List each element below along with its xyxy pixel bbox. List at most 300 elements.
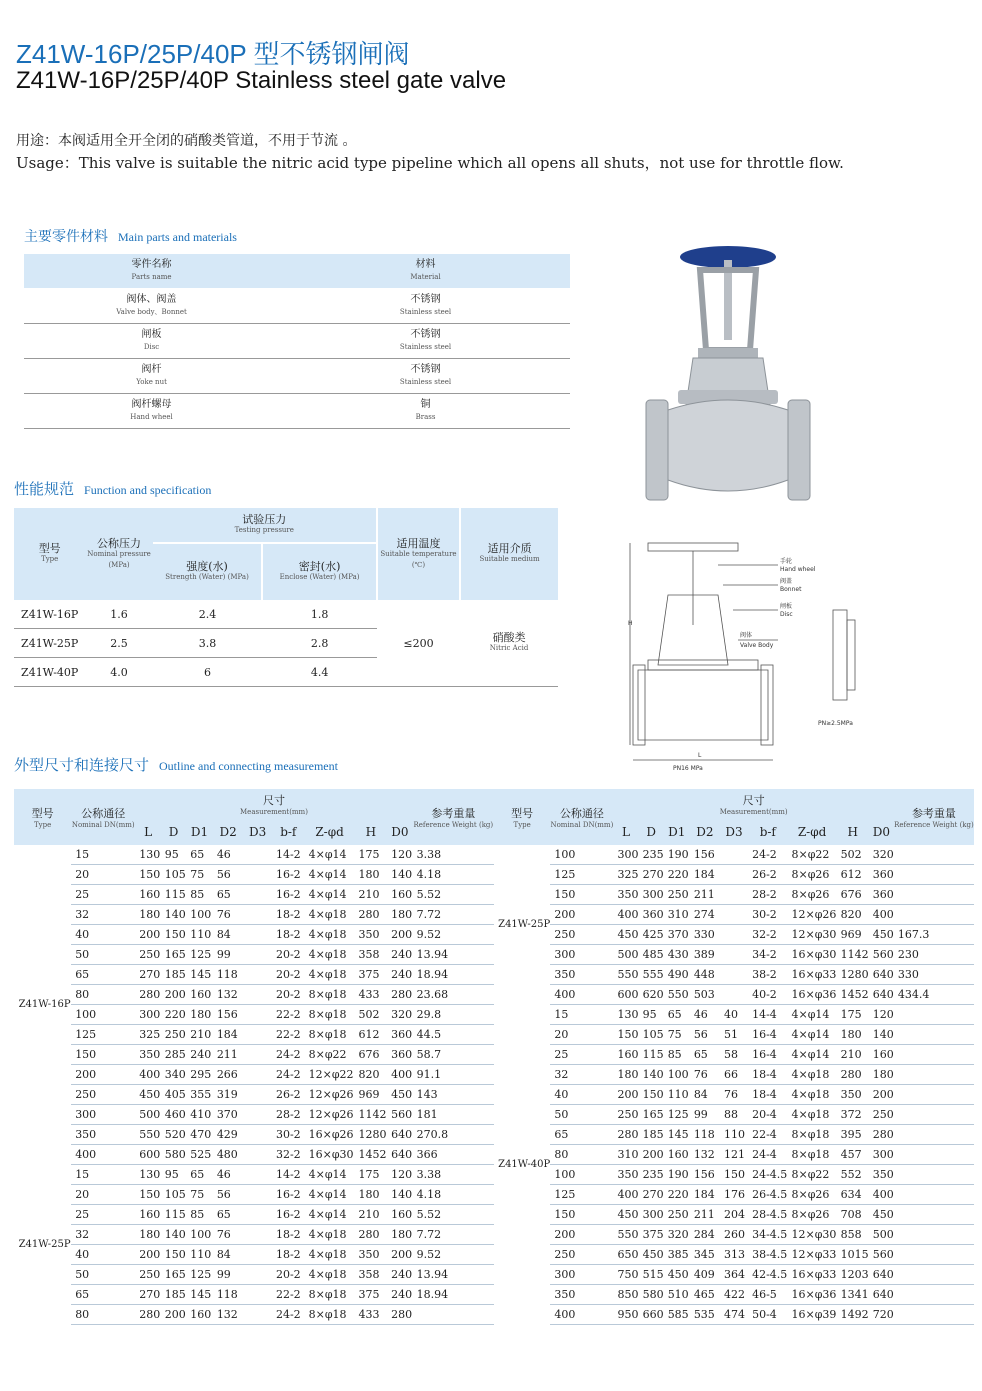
dims-cell: 280 — [869, 1125, 894, 1145]
part-en: Yoke nut — [136, 378, 167, 386]
dims-cell: 65 — [664, 1005, 690, 1025]
dims-cell: 160 — [186, 985, 213, 1005]
table-row — [14, 1225, 494, 1245]
dims-cell: 320 — [869, 845, 894, 865]
dims-cell: 40 — [71, 1245, 135, 1265]
dims-cell: 132 — [690, 1145, 720, 1165]
dims-cell: 200 — [71, 1065, 135, 1085]
dims-cell: 40 — [550, 1085, 613, 1105]
dims-cell: 410 — [186, 1105, 213, 1125]
dims-cell: 75 — [186, 865, 213, 885]
dims-cell: 25 — [71, 1205, 135, 1225]
dims-cell: 4×φ18 — [787, 1065, 836, 1085]
dims-cell: 26-2 — [272, 1085, 305, 1105]
dims-cell: 600 — [135, 1145, 161, 1165]
dims-cell: 184 — [690, 865, 720, 885]
dims-cell: 100 — [71, 1005, 135, 1025]
dims-cell: 400 — [613, 1185, 638, 1205]
dims-cell — [894, 1005, 974, 1025]
dims-cell: 16×φ36 — [787, 985, 836, 1005]
header-cn: 零件名称 — [131, 259, 172, 270]
dims-cell: 150 — [613, 1025, 638, 1045]
dims-cell: 58 — [720, 1045, 748, 1065]
dims-cell — [720, 965, 748, 985]
dims-cell: 18.94 — [413, 1285, 494, 1305]
dims-cell: 300 — [550, 1265, 613, 1285]
dims-cell: 50 — [550, 1105, 613, 1125]
dims-cell: 8×φ18 — [305, 1005, 355, 1025]
dims-cell: 26-4.5 — [748, 1185, 787, 1205]
dims-cell: 1341 — [837, 1285, 869, 1305]
dims-cell: 160 — [135, 885, 161, 905]
dims-cell: 4×φ18 — [305, 945, 355, 965]
dims-cell: 65 — [213, 1205, 244, 1225]
dims-cell — [243, 1305, 272, 1325]
dims-cell: 46 — [690, 1005, 720, 1025]
dims-cell: 220 — [161, 1005, 187, 1025]
table-row — [494, 1165, 974, 1185]
dims-cell — [894, 1205, 974, 1225]
header-en: Parts name — [131, 273, 172, 281]
table-row — [494, 1125, 974, 1145]
dims-cell: 400 — [550, 1305, 613, 1325]
dims-cell — [243, 1205, 272, 1225]
dims-cell: 235 — [639, 1165, 664, 1185]
dims-cell: 310 — [664, 905, 690, 925]
dims-cell: 40 — [720, 1005, 748, 1025]
dims-cell: 350 — [869, 1165, 894, 1185]
dims-cell: 355 — [186, 1085, 213, 1105]
dims-cell: 450 — [664, 1265, 690, 1285]
dims-cell: 30-2 — [748, 905, 787, 925]
dims-cell: 250 — [71, 1085, 135, 1105]
dims-cell: 95 — [161, 1165, 187, 1185]
table-row — [14, 1305, 494, 1325]
dims-cell: 66 — [720, 1065, 748, 1085]
dims-cell: 160 — [664, 1145, 690, 1165]
dims-cell: 580 — [639, 1285, 664, 1305]
dims-cell: 4×φ14 — [305, 885, 355, 905]
dims-cell: 185 — [639, 1125, 664, 1145]
dims-cell: 15 — [71, 1165, 135, 1185]
header-cn: 公称压力 — [97, 536, 142, 550]
dims-cell: 660 — [639, 1305, 664, 1325]
dims-cell: 75 — [186, 1185, 213, 1205]
dims-cell: 65 — [690, 1045, 720, 1065]
table-row — [24, 394, 570, 429]
table-row — [14, 1085, 494, 1105]
dims-cell: 118 — [213, 965, 244, 985]
part-material — [281, 359, 570, 394]
table-row — [14, 1045, 494, 1065]
dims-cell: 450 — [869, 1205, 894, 1225]
dims-cell: 535 — [690, 1305, 720, 1325]
dims-cell: 240 — [387, 1285, 413, 1305]
dims-cell: 4.18 — [413, 1185, 494, 1205]
dims-cell: 969 — [837, 925, 869, 945]
dims-col-header: D2 — [213, 818, 244, 845]
dims-cell: 16×φ36 — [787, 1285, 836, 1305]
dims-cell: 140 — [387, 1185, 413, 1205]
dims-cell: 184 — [213, 1025, 244, 1045]
dims-cell: 121 — [720, 1145, 748, 1165]
dims-cell: 160 — [387, 885, 413, 905]
dims-cell: 20 — [550, 1025, 613, 1045]
dims-cell: 25 — [71, 885, 135, 905]
dims-cell: 76 — [690, 1065, 720, 1085]
dims-cell: 450 — [869, 925, 894, 945]
dims-cell: 8×φ18 — [305, 985, 355, 1005]
dims-col-header: b-f — [748, 818, 787, 845]
section-dimensions — [14, 754, 338, 775]
dims-cell: 156 — [690, 845, 720, 865]
dims-cell: 22-4 — [748, 1125, 787, 1145]
dims-cell: 80 — [71, 985, 135, 1005]
dims-cell: 42-4.5 — [748, 1265, 787, 1285]
table-row — [14, 845, 494, 865]
part-cn: 阀体、阀盖 — [126, 294, 177, 305]
dims-cell: 400 — [135, 1065, 161, 1085]
dims-cell: 285 — [161, 1045, 187, 1065]
dims-cell: 580 — [161, 1145, 187, 1165]
dims-cell: 450 — [387, 1085, 413, 1105]
dims-cell: 350 — [837, 1085, 869, 1105]
dims-cell: 32 — [550, 1065, 613, 1085]
pn-cell: 1.6 — [85, 600, 152, 629]
dims-cell: 295 — [186, 1065, 213, 1085]
dims-cell — [894, 1105, 974, 1125]
table-row — [14, 905, 494, 925]
dims-type-cell: Z41W-40P — [494, 1005, 550, 1325]
dims-cell: 250 — [613, 1105, 638, 1125]
title-cn: Z41W-16P/25P/40P 型不锈钢闸阀 — [16, 39, 410, 69]
dims-cell — [894, 1125, 974, 1145]
dims-cell: 280 — [387, 1305, 413, 1325]
dims-cell: 16×φ39 — [787, 1305, 836, 1325]
dims-cell: 140 — [639, 1065, 664, 1085]
dims-cell: 160 — [186, 1305, 213, 1325]
dims-cell: 8×φ22 — [787, 1165, 836, 1185]
dims-cell — [894, 1045, 974, 1065]
dims-cell: 4×φ18 — [787, 1085, 836, 1105]
dims-cell: 16×φ30 — [787, 945, 836, 965]
table-row — [494, 1065, 974, 1085]
dims-cell: 56 — [213, 865, 244, 885]
dims-cell: 360 — [869, 865, 894, 885]
dims-cell: 220 — [664, 1185, 690, 1205]
dims-cell: 18-2 — [272, 925, 305, 945]
dims-cell — [243, 985, 272, 1005]
dims-cell: 266 — [213, 1065, 244, 1085]
dims-cell: 366 — [413, 1145, 494, 1165]
dims-cell: 165 — [161, 945, 187, 965]
dims-cell: 34-2 — [748, 945, 787, 965]
dims-cell: 65 — [550, 1125, 613, 1145]
label-pn16: PN16 MPa — [673, 765, 703, 772]
dims-cell: 460 — [161, 1105, 187, 1125]
dims-cell: 350 — [613, 885, 638, 905]
dims-cell: 76 — [213, 1225, 244, 1245]
dims-cell: 125 — [664, 1105, 690, 1125]
dims-cell — [894, 1265, 974, 1285]
table-row — [14, 965, 494, 985]
dims-cell: 8×φ22 — [787, 845, 836, 865]
dims-cell: 16×φ30 — [305, 1145, 355, 1165]
dims-cell: 450 — [613, 1205, 638, 1225]
table-row — [14, 865, 494, 885]
dims-cell: 560 — [869, 1245, 894, 1265]
table-row — [14, 945, 494, 965]
dims-cell: 211 — [690, 1205, 720, 1225]
table-row — [14, 885, 494, 905]
table-row — [14, 1065, 494, 1085]
dims-cell: 34-4.5 — [748, 1225, 787, 1245]
part-en: Valve body、Bonnet — [116, 308, 187, 316]
dims-cell: 180 — [387, 1225, 413, 1245]
dims-cell — [243, 845, 272, 865]
dims-cell: 200 — [550, 905, 613, 925]
dims-cell: 350 — [355, 925, 388, 945]
dims-cell: 235 — [639, 845, 664, 865]
dims-cell: 200 — [387, 925, 413, 945]
dims-type-cell: Z41W-25P — [14, 1165, 71, 1325]
dims-cell: 25 — [550, 1045, 613, 1065]
dims-cell: 560 — [869, 945, 894, 965]
dims-cell: 425 — [639, 925, 664, 945]
dims-cell: 8×φ18 — [787, 1145, 836, 1165]
table-row — [24, 359, 570, 394]
dims-cell: 4×φ14 — [305, 865, 355, 885]
dims-cell: 434.4 — [894, 985, 974, 1005]
header-cn: 型号 — [31, 807, 54, 820]
dims-cell: 12×φ22 — [305, 1065, 355, 1085]
table-row — [14, 1105, 494, 1125]
function-table — [14, 508, 558, 687]
dims-cell: 110 — [664, 1085, 690, 1105]
dims-cell: 29.8 — [413, 1005, 494, 1025]
dims-cell: 16×φ33 — [787, 1265, 836, 1285]
dims-cell: 1203 — [837, 1265, 869, 1285]
dims-size-header — [135, 789, 412, 818]
dims-type-header — [14, 789, 71, 845]
dims-cell: 4×φ18 — [787, 1105, 836, 1125]
dims-cell: 130 — [613, 1005, 638, 1025]
dims-cell: 480 — [213, 1145, 244, 1165]
dims-cell: 634 — [837, 1185, 869, 1205]
part-material — [281, 324, 570, 359]
part-name — [24, 359, 279, 394]
material-en: Stainless steel — [399, 378, 452, 386]
dims-cell: 612 — [837, 865, 869, 885]
header-cn: 参考重量 — [911, 807, 956, 820]
dims-cell: 280 — [135, 985, 161, 1005]
dims-cell: 165 — [161, 1265, 187, 1285]
dims-cell — [243, 1065, 272, 1085]
dims-cell: 4×φ18 — [305, 1245, 355, 1265]
dims-cell: 250 — [135, 945, 161, 965]
part-name — [24, 394, 279, 429]
header-cn: 适用介质 — [487, 542, 532, 555]
table-row — [494, 1185, 974, 1205]
usage-cn: 用途：本阀适用全开全闭的硝酸类管道，不用于节流 。 — [16, 133, 357, 149]
dims-cell: 433 — [355, 985, 388, 1005]
dims-cell: 552 — [837, 1165, 869, 1185]
dims-cell: 8×φ26 — [787, 885, 836, 905]
table-row — [14, 1245, 494, 1265]
dims-cell: 20-2 — [272, 1265, 305, 1285]
dims-cell: 400 — [869, 905, 894, 925]
dims-type-cell: Z41W-16P — [14, 845, 71, 1165]
dims-cell: 181 — [413, 1105, 494, 1125]
dims-header-row — [14, 789, 494, 818]
header-cn: 试验压力 — [242, 513, 287, 526]
dims-cell: 160 — [387, 1205, 413, 1225]
dims-cell: 8×φ26 — [787, 1205, 836, 1225]
dims-cell: 550 — [613, 1225, 638, 1245]
dims-cell: 20-2 — [272, 945, 305, 965]
dims-cell: 8×φ26 — [787, 865, 836, 885]
dims-cell: 1280 — [355, 1125, 388, 1145]
dims-cell: 125 — [71, 1025, 135, 1045]
dims-cell: 310 — [613, 1145, 638, 1165]
dims-cell: 99 — [213, 1265, 244, 1285]
dims-cell: 270 — [639, 865, 664, 885]
dims-cell: 44.5 — [413, 1025, 494, 1045]
dims-cell: 65 — [71, 1285, 135, 1305]
dims-cell: 16-2 — [272, 1205, 305, 1225]
dims-cell: 130 — [135, 845, 161, 865]
dims-cell — [720, 865, 748, 885]
dims-cell: 125 — [550, 1185, 613, 1205]
dims-cell: 250 — [550, 925, 613, 945]
dims-cell: 99 — [213, 945, 244, 965]
dims-cell: 50 — [71, 945, 135, 965]
dims-cell: 24-4.5 — [748, 1165, 787, 1185]
dims-col-header: H — [837, 818, 869, 845]
dims-cell: 180 — [869, 1065, 894, 1085]
dims-cell: 400 — [387, 1065, 413, 1085]
part-cn: 阀杆螺母 — [131, 399, 172, 410]
medium-header — [460, 508, 558, 600]
dims-cell: 120 — [387, 845, 413, 865]
header-en: Type — [33, 821, 52, 829]
dims-cell: 520 — [161, 1125, 187, 1145]
dims-cell: 132 — [213, 1305, 244, 1325]
dims-cell — [243, 945, 272, 965]
table-row — [494, 1205, 974, 1225]
dims-cell: 502 — [355, 1005, 388, 1025]
dims-cell: 5.52 — [413, 1205, 494, 1225]
dims-cell: 84 — [690, 1085, 720, 1105]
dims-cell: 84 — [213, 1245, 244, 1265]
dims-cell: 180 — [135, 905, 161, 925]
dims-cell: 8×φ18 — [305, 1285, 355, 1305]
dims-cell: 143 — [413, 1085, 494, 1105]
dims-cell: 300 — [613, 845, 638, 865]
dims-cell: 150 — [161, 925, 187, 945]
parts-table — [24, 254, 570, 429]
dims-cell: 16-4 — [748, 1025, 787, 1045]
dims-cell: 405 — [161, 1085, 187, 1105]
dims-cell: 22-2 — [272, 1005, 305, 1025]
dims-cell: 525 — [186, 1145, 213, 1165]
header-cn: 适用温度 — [396, 536, 441, 550]
dims-cell: 32-2 — [748, 925, 787, 945]
dims-cell — [243, 885, 272, 905]
dims-cell: 185 — [161, 1285, 187, 1305]
part-name — [24, 289, 279, 324]
dims-cell: 457 — [837, 1145, 869, 1165]
dims-cell: 364 — [720, 1265, 748, 1285]
dims-cell: 150 — [161, 1245, 187, 1265]
dims-cell: 1280 — [837, 965, 869, 985]
dims-cell: 250 — [869, 1105, 894, 1125]
table-row — [494, 925, 974, 945]
header-en: Measurement(mm) — [719, 807, 788, 816]
dims-cell — [243, 1245, 272, 1265]
dims-cell: 720 — [869, 1305, 894, 1325]
medium-cell — [460, 600, 558, 687]
dims-cell: 858 — [837, 1225, 869, 1245]
table-row — [494, 1305, 974, 1325]
dims-cell: 4×φ18 — [305, 905, 355, 925]
dims-cell — [894, 845, 974, 865]
dims-cell: 325 — [135, 1025, 161, 1045]
dims-cell: 140 — [387, 865, 413, 885]
dims-cell: 80 — [550, 1145, 613, 1165]
dims-cell: 280 — [355, 905, 388, 925]
dims-cell: 465 — [690, 1285, 720, 1305]
label-body-cn: 阀体 — [740, 632, 753, 639]
dims-cell: 270 — [639, 1185, 664, 1205]
dims-cell: 145 — [664, 1125, 690, 1145]
header-cn: 密封(水) — [298, 560, 341, 573]
dims-cell: 200 — [387, 1245, 413, 1265]
dims-cell: 184 — [690, 1185, 720, 1205]
label-pn25: PN≥2.5MPa — [818, 720, 853, 727]
part-name — [24, 324, 279, 359]
dims-cell: 85 — [186, 885, 213, 905]
dims-cell: 14-2 — [272, 1165, 305, 1185]
dims-cell: 240 — [186, 1045, 213, 1065]
dims-col-header: D3 — [243, 818, 272, 845]
table-row — [494, 1085, 974, 1105]
header-en: Reference Weight (kg) — [894, 821, 974, 829]
section-parts-cn: 主要零件材料 — [24, 229, 108, 245]
material-cn: 不锈钢 — [410, 364, 441, 375]
material-cn: 铜 — [420, 399, 431, 410]
dims-cell: 211 — [690, 885, 720, 905]
dims-cell: 18-2 — [272, 905, 305, 925]
dims-cell: 132 — [213, 985, 244, 1005]
dims-cell — [243, 1185, 272, 1205]
dims-cell: 300 — [869, 1145, 894, 1165]
dims-cell: 820 — [355, 1065, 388, 1085]
dims-cell: 969 — [355, 1085, 388, 1105]
header-en: Nominal DN(mm) — [71, 821, 135, 829]
medium-cn: 硝酸类 — [492, 631, 526, 644]
header-cn: 公称通径 — [559, 807, 604, 820]
dims-cell: 350 — [71, 1125, 135, 1145]
dims-cell: 474 — [720, 1305, 748, 1325]
dimensions-table-left — [14, 789, 494, 1325]
strength-header — [153, 543, 263, 600]
dims-cell — [243, 1125, 272, 1145]
dims-cell: 270.8 — [413, 1125, 494, 1145]
dims-cell: 200 — [135, 1245, 161, 1265]
dims-col-header: D0 — [869, 818, 894, 845]
dims-cell: 200 — [550, 1225, 613, 1245]
